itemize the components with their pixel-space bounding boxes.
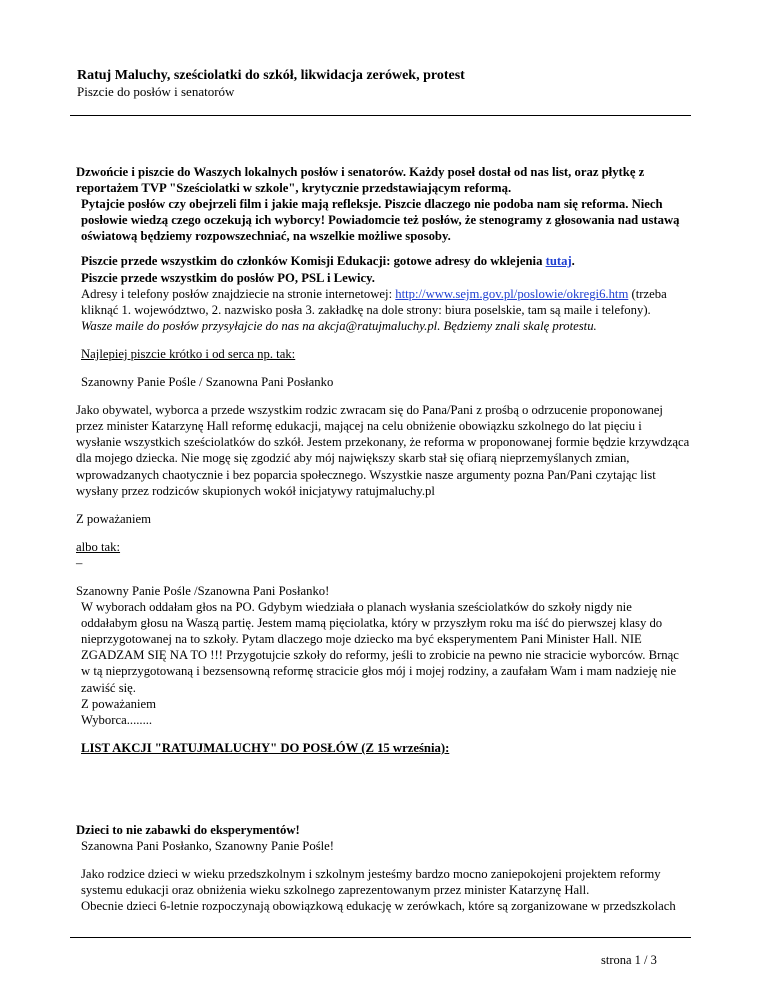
adresy-paragraph (76, 286, 690, 318)
komisja-text: Piszcie przede wszystkim do członków Komisji Edukacji: gotowe adresy do wklejenia (81, 254, 546, 269)
komisja-link[interactable]: tutaj (545, 254, 572, 269)
najlepiej-paragraph (76, 346, 690, 362)
list-heading: LIST AKCJI "RATUJMALUCHY" DO POSŁÓW (Z 15 września): (81, 740, 450, 755)
adresy-rest: (trzeba kliknąć 1. województwo, 2. nazwisko posła 3. zakładkę na dole strony: biura poselskie, tam są maile i telefony). (81, 286, 667, 317)
sejm-link[interactable]: http://www.sejm.gov.pl/poslowie/okregi6.htm (395, 286, 629, 301)
dash-line: – (76, 555, 83, 570)
albo-tak-paragraph (76, 539, 690, 555)
intro-paragraph-1: Dzwońcie i piszcie do Waszych lokalnych posłów i senatorów. Każdy poseł dostał od nas list, oraz płytkę z reportażem TVP "Sześciolatki w szkole", krytycznie przedstawiającym reformą. (76, 165, 645, 196)
footer-divider (70, 937, 691, 938)
letter-3-body-b: Obecnie dzieci 6-letnie rozpoczynają obowiązkową edukację w zerówkach, które są zorganizowane w przedszkolach (81, 899, 676, 914)
closing-2: Z poważaniem (81, 696, 157, 711)
po-psl-paragraph: Piszcie przede wszystkim do posłów PO, PSL i Lewicy. (81, 270, 375, 285)
article-body (76, 164, 690, 914)
page-number: strona 1 / 3 (601, 953, 657, 967)
intro-paragraph-2: Pytajcie posłów czy obejrzeli film i jakie mają refleksje. Piszcie dlaczego nie podoba nam się reforma. Niech posłowie wiedzą czego oczekują ich wyborcy! Powiadomcie też posłów, że stenogramy z głosowania nad ustawą oświatową będziemy rozpowszechniać, na wszelkie możliwe sposoby. (81, 197, 680, 244)
letter-2-body-a: W wyborach oddałam głos na PO. Gdybym wiedziała o planach wysłania sześciolatków do szkoły nigdy nie oddałabym głosu na Waszą partię. Jestem mamą pięciolatka, który w przyszłym roku ma iść do pierwszej klasy do nieprzygotowanej na to szkoły. Pytam dlaczego moje dziecko ma być eksperymentem Pani Minister Hall. NIE ZGADZAM SIĘ NA TO !!! Przygotujcie szkoły do reformy, jeśli to zrobicie na pewno nie stracicie wyborców. Brnąc (81, 600, 679, 663)
closing-1: Z poważaniem (76, 511, 152, 526)
page-subtitle: Piszcie do posłów i senatorów (77, 84, 235, 99)
salutation-1: Szanowny Panie Pośle / Szanowna Pani Posłanko (81, 375, 334, 390)
letter-3-body-a: Jako rodzice dzieci w wieku przedszkolnym i szkolnym jesteśmy bardzo mocno zaniepokojeni projektem reformy systemu edukacji oraz obniżenia wieku szkolnego zaprezentowanym przez minister Katarzynę Hall. (81, 867, 661, 898)
najlepiej-text: Najlepiej piszcie krótko i od serca np. tak: (81, 346, 296, 361)
page-title: Ratuj Maluchy, sześciolatki do szkół, likwidacja zerówek, protest (77, 68, 465, 83)
wasze-maile-paragraph: Wasze maile do posłów przysyłajcie do nas na akcja@ratujmaluchy.pl. Będziemy znali skalę protestu. (81, 318, 597, 333)
adresy-text: Adresy i telefony posłów znajdziecie na stronie internetowej: (81, 286, 396, 301)
albo-tak-text: albo tak: (76, 539, 121, 554)
dzieci-heading: Dzieci to nie zabawki do eksperymentów! (76, 822, 300, 837)
signature-2: Wyborca........ (81, 712, 153, 727)
salutation-2: Szanowny Panie Pośle /Szanowna Pani Posłanko! (76, 583, 330, 598)
salutation-3: Szanowna Pani Posłanko, Szanowny Panie Pośle! (81, 839, 335, 853)
header-divider (70, 115, 691, 116)
komisja-end: . (571, 254, 575, 269)
letter-2-body-b: w tą nieprzygotowaną i bezsensowną reformę stracicie głos mój i mojej rodziny, a zaufałam Wam i mam nadzieję nie zawiść się. (81, 664, 677, 695)
letter-1-body: Jako obywatel, wyborca a przede wszystkim rodzic zwracam się do Pana/Pani z prośbą o odrzucenie proponowanej przez minister Katarzynę Hall reformę edukacji, mającej na celu obniżenie obowiązku szkolnego do lat pięciu i wysłanie wszystkich sześciolatków do szkół. Jestem przekonany, że reforma w proponowanej formie będzie krzywdząca dla mojego dziecka. Nie mogę się zgodzić aby mój największy skarb stał się ofiarą nieprzemyślanych zmian, wprowadzanych chaotycznie i bez poparcia społecznego. Wszystkie nasze argumenty pozna Pan/Pani czytając list wysłany przez rodziców skupionych wokół inicjatywy ratujmaluchy.pl (76, 403, 690, 498)
komisja-paragraph (76, 253, 690, 269)
